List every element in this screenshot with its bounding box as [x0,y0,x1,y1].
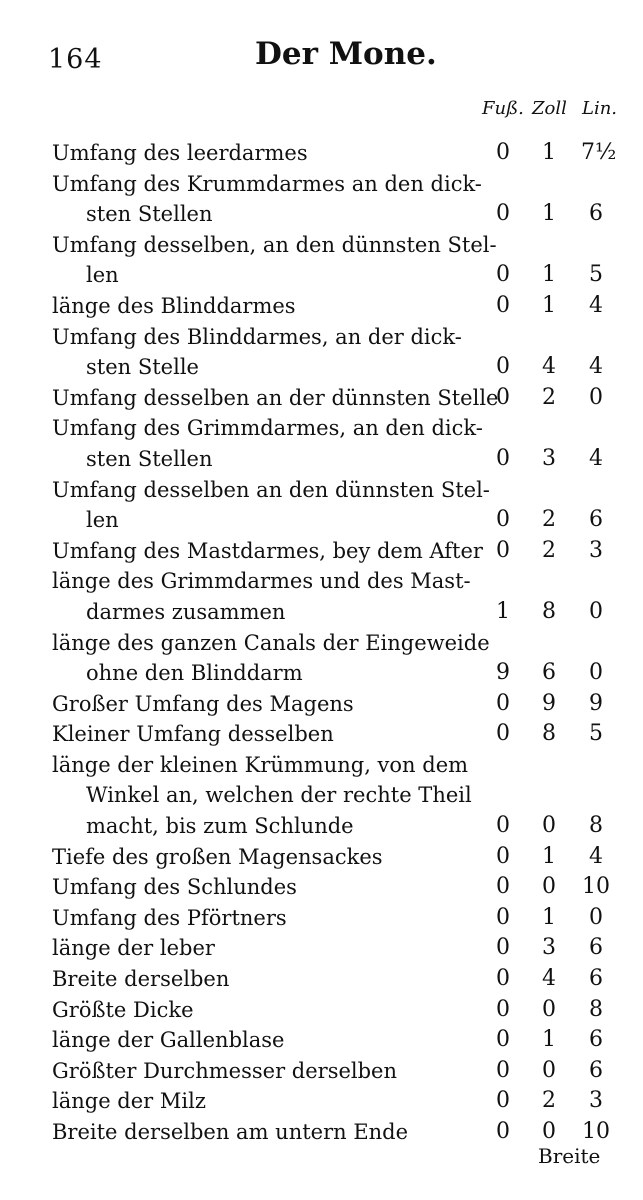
value-fuss: 0 [496,507,510,533]
table-row [0,903,643,934]
column-header-zoll: Zoll [532,98,567,119]
value-zoll: 4 [542,966,556,992]
value-zoll: 1 [542,201,556,227]
table-row [0,811,643,842]
table-row [0,230,643,261]
value-fuss: 0 [496,292,510,318]
table-row [0,842,643,873]
value-lin: 7½ [581,140,617,165]
row-label: Umfang des Mastdarmes, bey dem After [52,538,483,563]
value-lin: 8 [589,996,603,1022]
value-lin: 3 [589,537,603,563]
value-zoll: 1 [542,904,556,930]
row-label: Umfang des Pförtners [52,905,287,930]
table-row [0,352,643,383]
table-row [0,260,643,291]
table-row [0,138,643,169]
table-row [0,750,643,781]
value-zoll: 1 [542,843,556,869]
value-lin: 4 [589,354,603,380]
value-fuss: 0 [496,354,510,380]
value-lin: 6 [589,1057,603,1083]
table-row [0,1086,643,1117]
value-lin: 10 [582,874,610,900]
row-label: Großer Umfang des Magens [52,691,354,716]
table-row [0,444,643,475]
row-label: länge der Gallenblase [52,1028,285,1053]
row-label: Umfang desselben an der dünnsten Stelle [52,385,499,410]
value-zoll: 2 [542,1088,556,1114]
value-fuss: 0 [496,1119,510,1144]
row-label: länge des ganzen Canals der Eingeweide [52,630,490,655]
table-row [0,169,643,200]
row-label: sten Stelle [86,355,199,380]
row-label: Größter Durchmesser derselben [52,1058,398,1083]
value-fuss: 0 [496,140,510,165]
page-title: Der Mone. [255,36,437,72]
catchword: Breite [538,1144,601,1168]
value-lin: 3 [589,1088,603,1114]
value-zoll: 8 [542,721,556,747]
row-label: Winkel an, welchen der rechte Theil [86,783,472,808]
value-lin: 4 [589,843,603,869]
row-label: Tiefe des großen Magensackes [52,844,383,869]
row-label: Umfang des leerdarmes [52,141,308,165]
value-lin: 0 [589,598,603,624]
value-zoll: 0 [542,996,556,1022]
value-lin: 0 [589,904,603,930]
row-label: Umfang des Schlundes [52,875,297,900]
value-fuss: 0 [496,1057,510,1083]
value-lin: 5 [589,262,603,288]
value-lin: 4 [589,292,603,318]
row-label: ohne den Blinddarm [86,661,303,686]
table-row [0,1117,643,1148]
value-fuss: 0 [496,813,510,839]
row-label: Umfang des Blinddarmes, an der dick- [52,324,462,349]
value-zoll: 1 [542,292,556,318]
row-label: Größte Dicke [52,997,194,1022]
value-zoll: 0 [542,874,556,900]
value-zoll: 3 [542,445,556,471]
value-fuss: 0 [496,935,510,961]
value-zoll: 4 [542,354,556,380]
value-fuss: 0 [496,384,510,410]
table-row [0,536,643,567]
row-label: länge der Milz [52,1089,206,1114]
row-label: len [86,508,119,533]
table-row [0,291,643,322]
table-row [0,475,643,506]
value-zoll: 2 [542,537,556,563]
value-fuss: 0 [496,996,510,1022]
row-label: len [86,263,119,288]
value-fuss: 0 [496,843,510,869]
value-lin: 10 [582,1119,610,1144]
value-zoll: 8 [542,598,556,624]
value-zoll: 0 [542,1119,556,1144]
value-zoll: 0 [542,813,556,839]
value-fuss: 0 [496,690,510,716]
value-lin: 4 [589,445,603,471]
table-row [0,689,643,720]
value-zoll: 6 [542,660,556,686]
value-zoll: 9 [542,690,556,716]
page-number: 164 [48,44,103,75]
table-row [0,413,643,444]
value-lin: 5 [589,721,603,747]
row-label: Umfang des Grimmdarmes, an den dick- [52,416,483,441]
value-fuss: 0 [496,904,510,930]
row-label: Umfang desselben, an den dünnsten Stel- [52,232,497,257]
row-label: Kleiner Umfang desselben [52,722,334,747]
table-row [0,322,643,353]
value-zoll: 1 [542,1027,556,1053]
value-zoll: 3 [542,935,556,961]
table-row [0,505,643,536]
table-row [0,933,643,964]
value-fuss: 0 [496,445,510,471]
value-lin: 0 [589,384,603,410]
value-lin: 8 [589,813,603,839]
table-row [0,719,643,750]
value-zoll: 1 [542,262,556,288]
table-row [0,780,643,811]
row-label: Breite derselben [52,967,230,992]
value-fuss: 0 [496,874,510,900]
table-row [0,628,643,659]
value-lin: 6 [589,935,603,961]
row-label: darmes zusammen [86,599,286,624]
row-label: länge der kleinen Krümmung, von dem [52,752,469,777]
column-header-fuss: Fuß. [482,98,524,119]
value-lin: 6 [589,1027,603,1053]
row-label: sten Stellen [86,202,213,227]
column-header-lin: Lin. [582,98,618,119]
table-row [0,658,643,689]
value-fuss: 0 [496,201,510,227]
table-row [0,597,643,628]
row-label: sten Stellen [86,446,213,471]
value-lin: 6 [589,201,603,227]
table-row [0,872,643,903]
row-label: länge des Blinddarmes [52,293,296,318]
value-fuss: 0 [496,721,510,747]
value-lin: 9 [589,690,603,716]
row-label: länge der leber [52,936,215,961]
row-label: Umfang des Krummdarmes an den dick- [52,171,482,196]
row-label: macht, bis zum Schlunde [86,814,354,839]
table-row [0,383,643,414]
value-lin: 0 [589,660,603,686]
value-fuss: 0 [496,966,510,992]
table-row [0,995,643,1026]
value-fuss: 0 [496,1027,510,1053]
row-label: Umfang desselben an den dünnsten Stel- [52,477,490,502]
value-zoll: 0 [542,1057,556,1083]
value-fuss: 0 [496,262,510,288]
value-zoll: 2 [542,384,556,410]
value-fuss: 1 [496,598,510,624]
row-label: Breite derselben am untern Ende [52,1120,409,1144]
value-zoll: 1 [542,140,556,165]
value-zoll: 2 [542,507,556,533]
measurement-table [0,138,643,1148]
row-label: länge des Grimmdarmes und des Mast- [52,569,471,594]
table-row [0,1056,643,1087]
value-fuss: 0 [496,1088,510,1114]
table-row [0,964,643,995]
table-row [0,566,643,597]
value-fuss: 0 [496,537,510,563]
table-row [0,199,643,230]
value-fuss: 9 [496,660,510,686]
table-row [0,1025,643,1056]
value-lin: 6 [589,507,603,533]
value-lin: 6 [589,966,603,992]
